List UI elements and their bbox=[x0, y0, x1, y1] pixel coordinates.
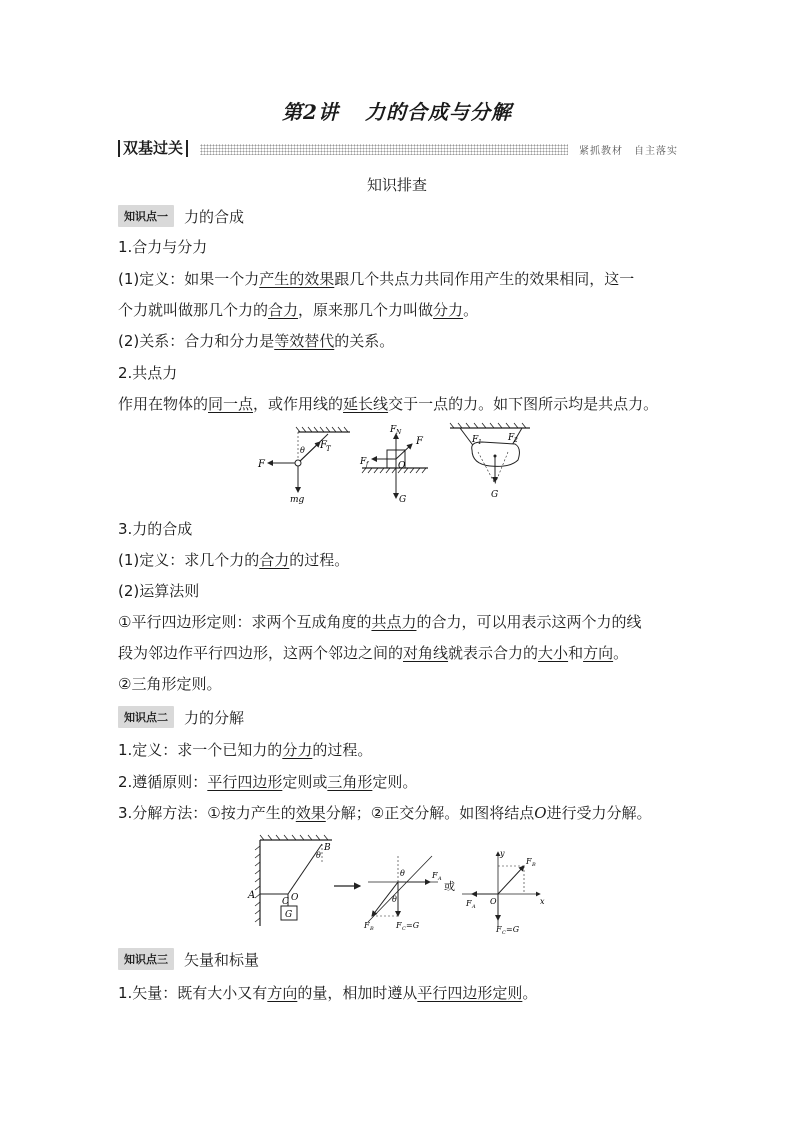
banner-motto: 紧抓教材 自主落实 bbox=[579, 146, 678, 157]
svg-text:mg: mg bbox=[290, 495, 305, 505]
section-heading: 2.共点力 bbox=[118, 364, 178, 382]
kp-badge: 知识点三 bbox=[118, 948, 174, 970]
svg-text:F: F bbox=[364, 921, 370, 930]
paragraph: ②三角形定则。 bbox=[118, 675, 222, 693]
section-banner bbox=[118, 141, 678, 158]
subheading: 知识排查 bbox=[366, 176, 427, 194]
svg-text:θ: θ bbox=[400, 869, 405, 878]
svg-text:B: B bbox=[370, 926, 374, 932]
svg-text:F: F bbox=[526, 857, 532, 866]
svg-text:A: A bbox=[472, 904, 476, 910]
concurrent-forces-figure bbox=[250, 422, 540, 512]
section-heading: 3.力的合成 bbox=[118, 520, 193, 538]
svg-text:N: N bbox=[396, 429, 402, 436]
svg-text:B: B bbox=[532, 862, 536, 868]
paragraph: (2)运算法则 bbox=[118, 582, 200, 600]
svg-text:f: f bbox=[366, 461, 369, 468]
svg-text:F: F bbox=[416, 436, 423, 447]
section-heading: 1.合力与分力 bbox=[118, 238, 208, 256]
or-label: 或 bbox=[444, 880, 455, 893]
paragraph: (2)关系：合力和分力是等效替代的关系。 bbox=[118, 332, 395, 350]
svg-text:T: T bbox=[326, 445, 331, 453]
kp-label: 力的分解 bbox=[184, 708, 245, 727]
svg-text:F: F bbox=[360, 457, 367, 467]
kp-badge: 知识点一 bbox=[118, 205, 174, 227]
svg-text:G: G bbox=[285, 910, 293, 920]
force-decomposition-figure bbox=[240, 834, 560, 934]
svg-text:θ: θ bbox=[300, 446, 305, 455]
paragraph: (1)定义：求几个力的合力的过程。 bbox=[118, 551, 350, 569]
svg-text:C: C bbox=[402, 926, 406, 932]
svg-text:O: O bbox=[398, 461, 406, 471]
svg-text:F: F bbox=[396, 921, 402, 930]
page-title bbox=[0, 96, 794, 125]
paragraph: 1.矢量：既有大小又有方向的量，相加时遵从平行四边形定则。 bbox=[118, 984, 538, 1002]
svg-text:F: F bbox=[496, 925, 502, 934]
svg-text:F: F bbox=[508, 433, 515, 443]
svg-text:1: 1 bbox=[478, 439, 482, 446]
svg-text:F: F bbox=[320, 440, 327, 451]
svg-text:x: x bbox=[540, 897, 545, 906]
kp-label: 矢量和标量 bbox=[184, 950, 260, 969]
svg-text:θ: θ bbox=[316, 851, 321, 860]
svg-text:θ: θ bbox=[392, 895, 397, 904]
kp-badge: 知识点二 bbox=[118, 706, 174, 728]
knowledge-point-1 bbox=[118, 205, 244, 229]
force-label-f: F bbox=[258, 459, 265, 470]
paragraph: ①平行四边形定则：求两个互成角度的共点力的合力，可以用表示这两个力的线 bbox=[118, 613, 642, 631]
svg-text:C: C bbox=[282, 897, 289, 907]
paragraph: (1)定义：如果一个力产生的效果跟几个共点力共同作用产生的效果相同，这一 bbox=[118, 270, 635, 288]
hanging-ball-diagram bbox=[257, 427, 350, 505]
banner-tag: 双基过关 bbox=[118, 140, 188, 157]
knowledge-point-3 bbox=[118, 948, 259, 972]
paragraph: 作用在物体的同一点，或作用线的延长线交于一点的力。如下图所示均是共点力。 bbox=[118, 395, 659, 413]
suspended-plank-diagram bbox=[450, 423, 530, 500]
kp-label: 力的合成 bbox=[184, 207, 245, 226]
svg-text:F: F bbox=[466, 899, 472, 908]
svg-text:A: A bbox=[438, 876, 442, 882]
svg-text:O: O bbox=[490, 897, 497, 906]
paragraph: 1.定义：求一个已知力的分力的过程。 bbox=[118, 741, 373, 759]
paragraph: 2.遵循原则：平行四边形定则或三角形定则。 bbox=[118, 773, 418, 791]
svg-text:=G: =G bbox=[406, 921, 420, 930]
svg-text:C: C bbox=[502, 930, 506, 934]
svg-text:=G: =G bbox=[506, 925, 520, 934]
banner-dots bbox=[200, 144, 568, 155]
svg-text:y: y bbox=[500, 849, 505, 858]
svg-text:A: A bbox=[248, 890, 256, 901]
svg-text:F: F bbox=[432, 871, 438, 880]
lecture-topic: 力的合成与分解 bbox=[364, 100, 512, 124]
knowledge-point-2 bbox=[118, 706, 244, 730]
svg-text:G: G bbox=[399, 495, 407, 505]
svg-text:O: O bbox=[291, 893, 299, 903]
orthogonal-decomposition-diagram bbox=[462, 849, 545, 934]
svg-text:G: G bbox=[491, 490, 499, 500]
block-on-floor-diagram bbox=[359, 425, 428, 505]
paragraph: 3.分解方法：①按力产生的效果分解；②正交分解。如图将结点O进行受力分解。 bbox=[118, 804, 652, 822]
paragraph: 个力就叫做那几个力的合力，原来那几个力叫做分力。 bbox=[118, 301, 479, 319]
wall-bracket-diagram bbox=[247, 835, 332, 926]
lecture-number: 第2讲 bbox=[282, 100, 339, 124]
svg-text:2: 2 bbox=[514, 437, 518, 444]
paragraph: 段为邻边作平行四边形，这两个邻边之间的对角线就表示合力的大小和方向。 bbox=[118, 644, 629, 662]
svg-text:B: B bbox=[324, 843, 331, 853]
effect-decomposition-diagram bbox=[363, 856, 442, 932]
svg-text:F: F bbox=[472, 435, 479, 445]
svg-text:F: F bbox=[390, 425, 397, 435]
